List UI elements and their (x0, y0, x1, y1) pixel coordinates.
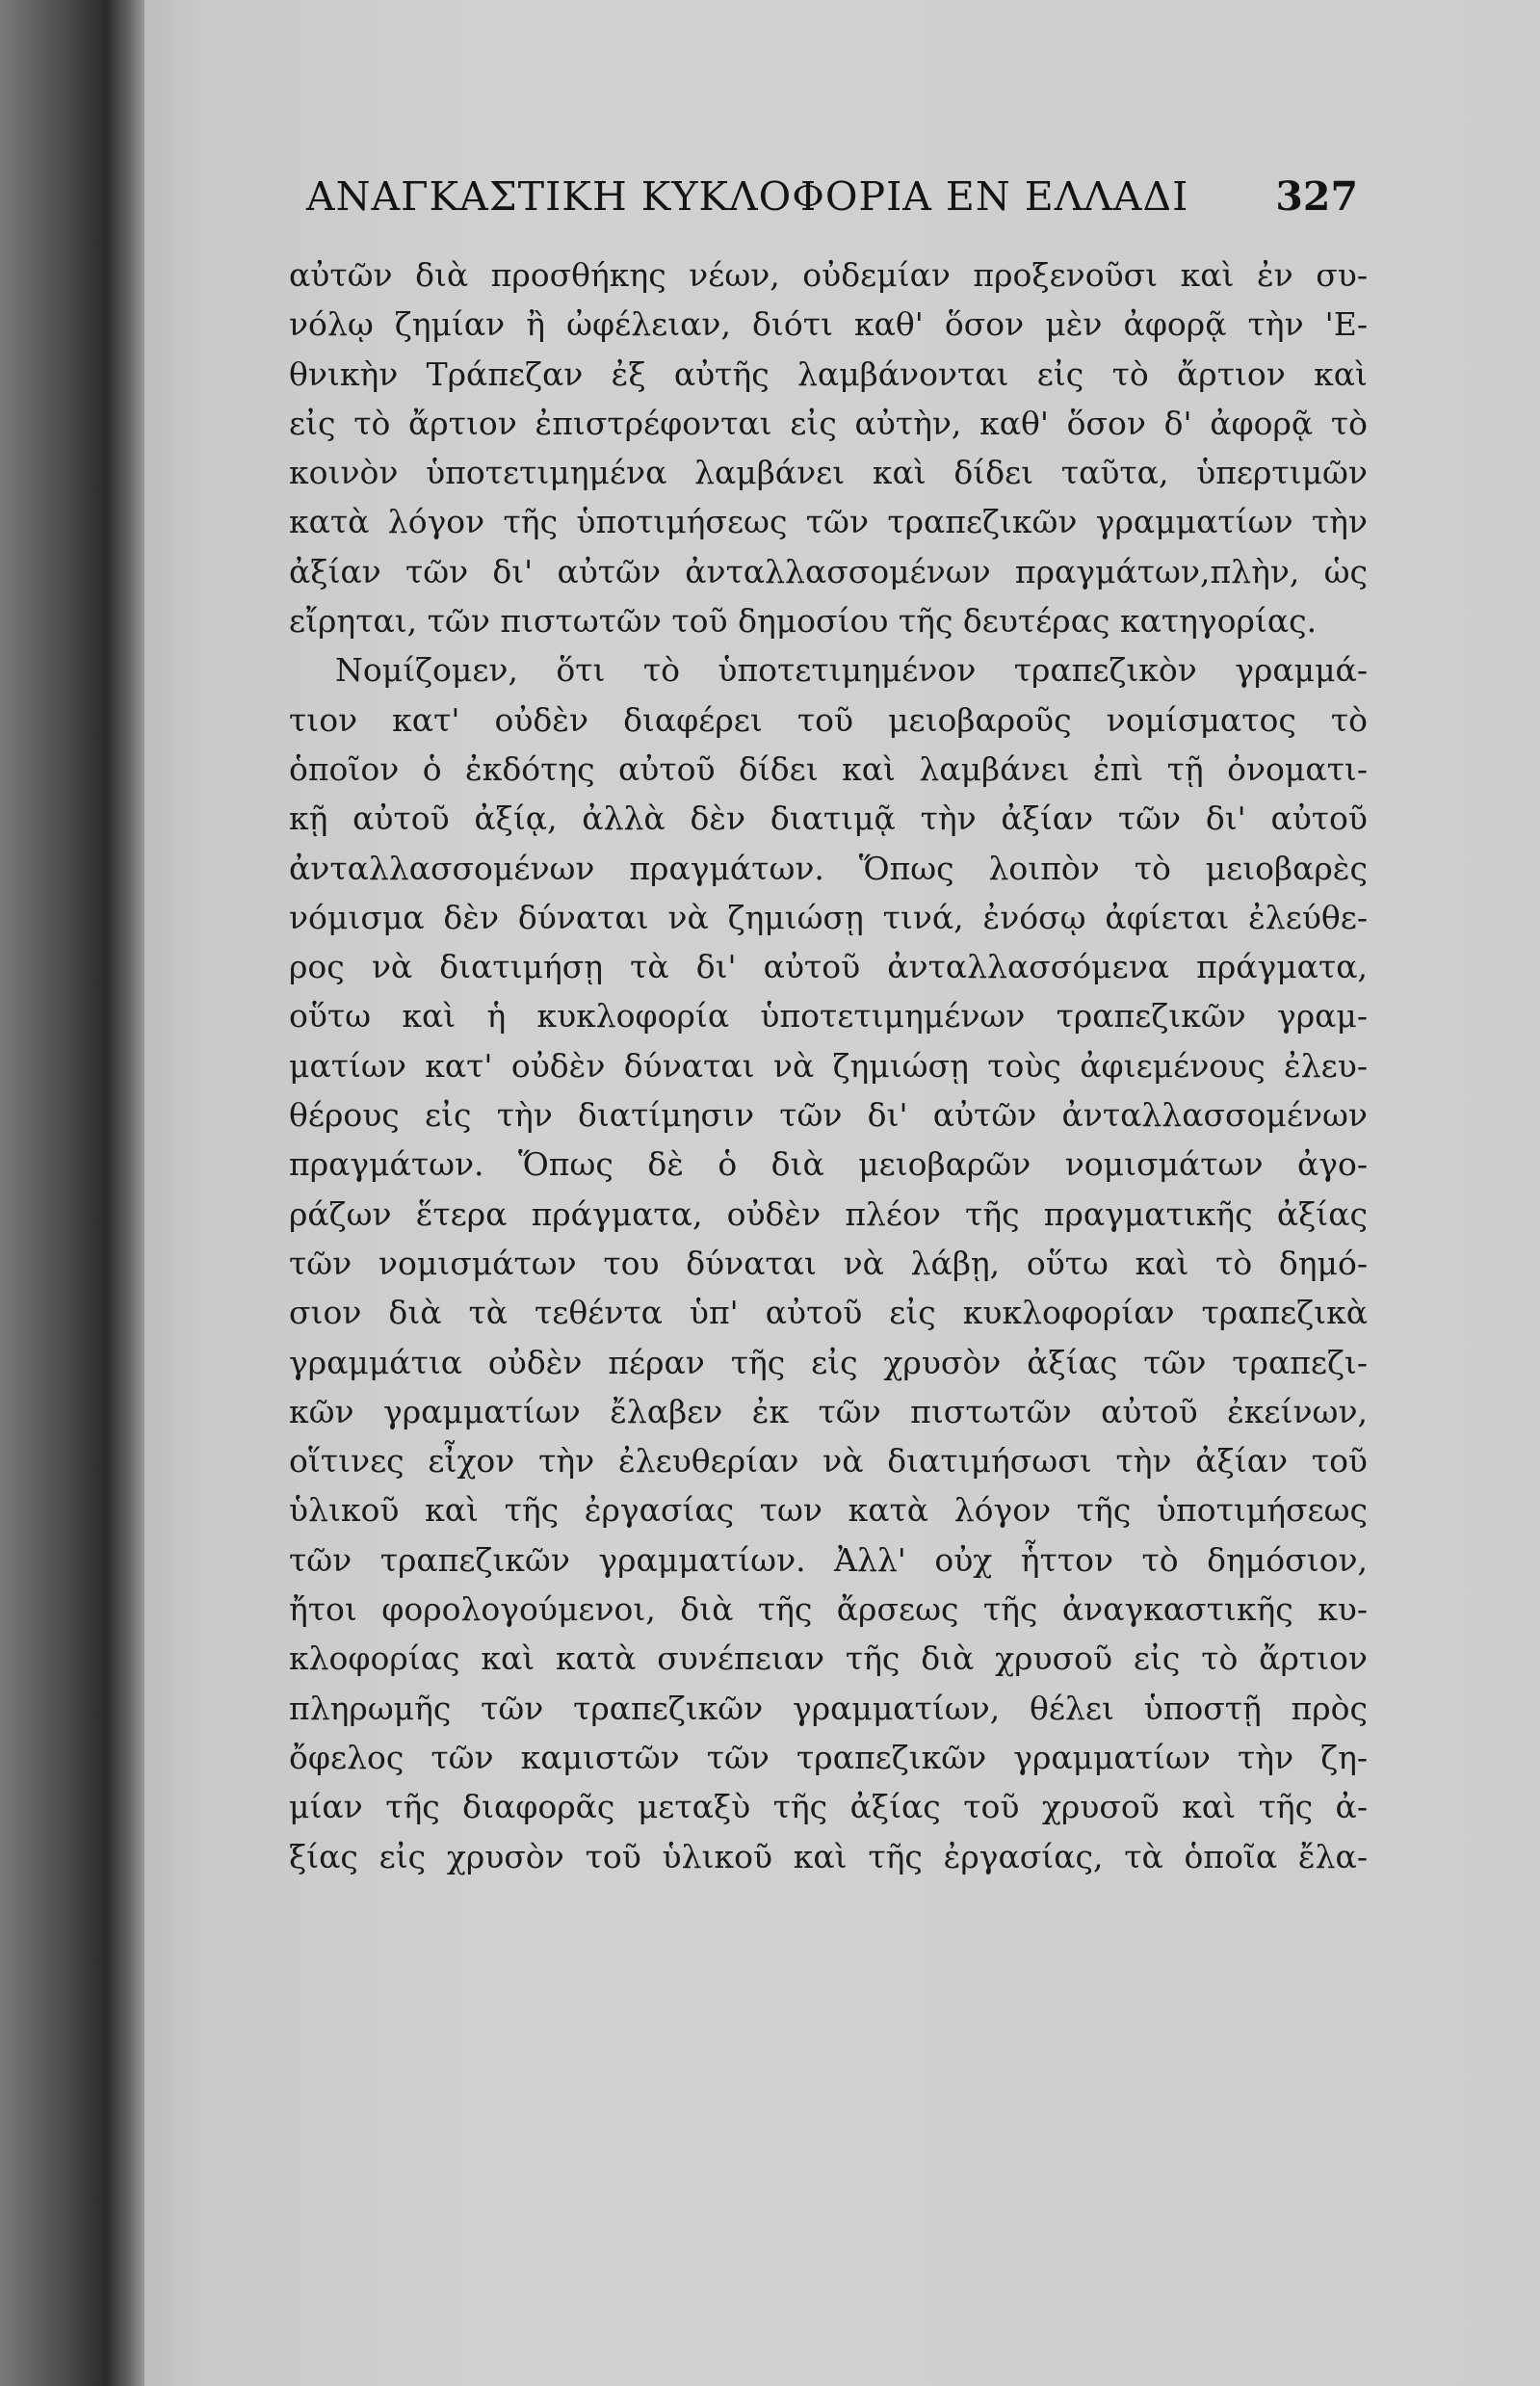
text-line: ὄφελος τῶν καμιστῶν τῶν τραπεζικῶν γραμματίων τὴν ζη- (289, 1738, 1368, 1776)
text-line: μίαν τῆς διαφορᾶς μεταξὺ τῆς ἀξίας τοῦ χρυσοῦ καὶ τῆς ἀ- (289, 1788, 1368, 1826)
text-line: ξίας εἰς χρυσὸν τοῦ ὑλικοῦ καὶ τῆς ἐργασίας, τὰ ὁποῖα ἔλα- (289, 1837, 1368, 1875)
text-line: ἤτοι φορολογούμενοι, διὰ τῆς ἄρσεως τῆς ἀναγκαστικῆς κυ- (289, 1590, 1368, 1629)
text-line: τῶν τραπεζικῶν γραμματίων. Ἀλλ' οὐχ ἧττον τὸ δημόσιον, (289, 1540, 1368, 1579)
text-line: οἵτινες εἶχον τὴν ἐλευθερίαν νὰ διατιμήσωσι τὴν ἀξίαν τοῦ (289, 1442, 1368, 1481)
text-line: πραγμάτων. Ὅπως δὲ ὁ διὰ μειοβαρῶν νομισμάτων ἀγο- (289, 1145, 1368, 1184)
text-line: αὐτῶν διὰ προσθήκης νέων, οὐδεμίαν προξενοῦσι καὶ ἐν συ- (289, 256, 1368, 294)
running-title: ΑΝΑΓΚΑΣΤΙΚΗ ΚΥΚΛΟΦΟΡΙΑ ΕΝ ΕΛΛΑΔΙ (306, 173, 1189, 220)
page-header (306, 173, 1358, 227)
text-line: τιον κατ' οὐδὲν διαφέρει τοῦ μειοβαροῦς νομίσματος τὸ (289, 700, 1368, 739)
text-line: ράζων ἕτερα πράγματα, οὐδὲν πλέον τῆς πραγματικῆς ἀξίας (289, 1194, 1368, 1233)
text-line: κῶν γραμματίων ἔλαβεν ἐκ τῶν πιστωτῶν αὐτοῦ ἐκείνων, (289, 1392, 1368, 1430)
text-line: γραμμάτια οὐδὲν πέραν τῆς εἰς χρυσὸν ἀξίας τῶν τραπεζι- (289, 1343, 1368, 1381)
text-line: τῶν νομισμάτων του δύναται νὰ λάβῃ, οὕτω καὶ τὸ δημό- (289, 1244, 1368, 1282)
text-line: θνικὴν Τράπεζαν ἐξ αὐτῆς λαμβάνονται εἰς τὸ ἄρτιον καὶ (289, 354, 1368, 393)
text-line: κατὰ λόγον τῆς ὑποτιμήσεως τῶν τραπεζικῶν γραμματίων τὴν (289, 503, 1368, 541)
text-line: πληρωμῆς τῶν τραπεζικῶν γραμματίων, θέλει ὑποστῇ πρὸς (289, 1689, 1368, 1727)
text-line: εἴρηται, τῶν πιστωτῶν τοῦ δημοσίου τῆς δευτέρας κατηγορίας. (289, 602, 1318, 641)
text-line: νόμισμα δὲν δύναται νὰ ζημιώσῃ τινά, ἐνόσῳ ἀφίεται ἐλεύθε- (289, 898, 1368, 936)
body-text (289, 250, 1368, 1881)
text-line: οὕτω καὶ ἡ κυκλοφορία ὑποτετιμημένων τραπεζικῶν γραμ- (289, 997, 1368, 1036)
text-line: νόλῳ ζημίαν ἢ ὠφέλειαν, διότι καθ' ὅσον μὲν ἀφορᾷ τὴν 'Ε- (289, 305, 1368, 344)
text-line: σιον διὰ τὰ τεθέντα ὑπ' αὐτοῦ εἰς κυκλοφορίαν τραπεζικὰ (289, 1294, 1368, 1332)
text-line: ὁποῖον ὁ ἐκδότης αὐτοῦ δίδει καὶ λαμβάνει ἐπὶ τῇ ὀνοματι- (289, 749, 1368, 788)
book-binding-gutter (0, 0, 144, 2386)
text-line: ἀξίαν τῶν δι' αὐτῶν ἀνταλλασσομένων πραγμάτων,πλὴν, ὡς (289, 552, 1368, 590)
text-line: ὑλικοῦ καὶ τῆς ἐργασίας των κατὰ λόγον τῆς ὑποτιμήσεως (289, 1491, 1368, 1530)
text-line: Νομίζομεν, ὅτι τὸ ὑποτετιμημένον τραπεζικὸν γραμμά- (335, 651, 1368, 690)
text-line: κλοφορίας καὶ κατὰ συνέπειαν τῆς διὰ χρυσοῦ εἰς τὸ ἄρτιον (289, 1639, 1368, 1678)
text-line: ρος νὰ διατιμήσῃ τὰ δι' αὐτοῦ ἀνταλλασσόμενα πράγματα, (289, 948, 1368, 986)
text-line: ἀνταλλασσομένων πραγμάτων. Ὅπως λοιπὸν τὸ μειοβαρὲς (289, 849, 1368, 887)
text-line: ματίων κατ' οὐδὲν δύναται νὰ ζημιώσῃ τοὺς ἀφιεμένους ἐλευ- (289, 1046, 1368, 1085)
page-number: 327 (1275, 173, 1358, 220)
text-line: εἰς τὸ ἄρτιον ἐπιστρέφονται εἰς αὐτὴν, καθ' ὅσον δ' ἀφορᾷ τὸ (289, 404, 1368, 442)
text-line: θέρους εἰς τὴν διατίμησιν τῶν δι' αὐτῶν ἀνταλλασσομένων (289, 1096, 1368, 1135)
text-line: κῇ αὐτοῦ ἀξίᾳ, ἀλλὰ δὲν διατιμᾷ τὴν ἀξίαν τῶν δι' αὐτοῦ (289, 800, 1368, 838)
text-line: κοινὸν ὑποτετιμημένα λαμβάνει καὶ δίδει ταῦτα, ὑπερτιμῶν (289, 454, 1368, 492)
